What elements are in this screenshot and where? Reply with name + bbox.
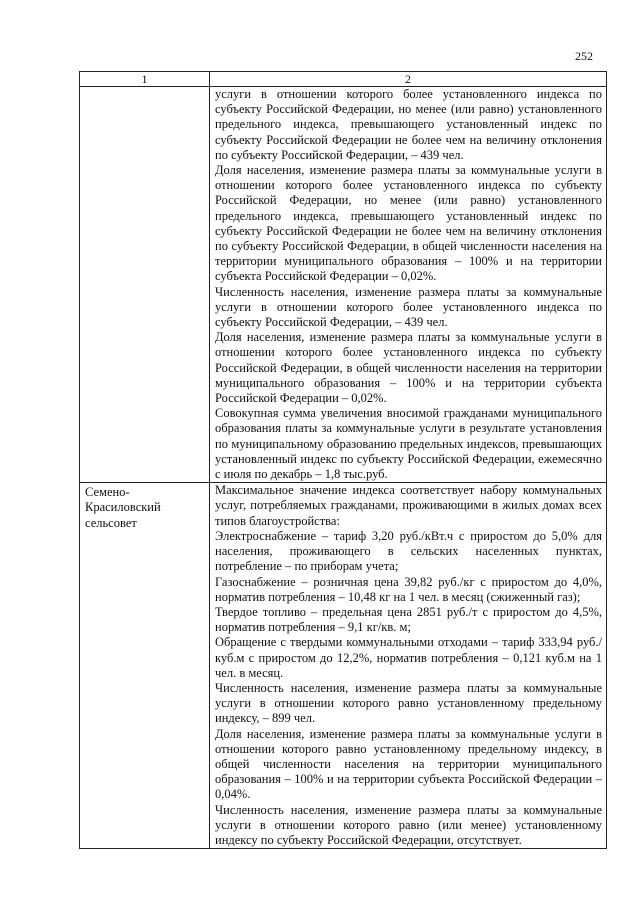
row1-content-cell [210, 87, 607, 483]
municipality-name-line-2: Красиловский [85, 500, 161, 515]
row2-paragraph-2: Электроснабжение – тариф 3,20 руб./кВт.ч с приростом до 5,0% для населения, проживающего в сельских населенных пунктах, потребление – по приборам учета; [215, 528, 602, 574]
row1-label-cell [80, 87, 210, 483]
column-header-2: 2 [210, 72, 607, 87]
row2-label-cell [80, 483, 210, 849]
row1-paragraph-4: Доля населения, изменение размера платы за коммунальные услуги в отношении которого более установленного индекса по субъекту Российской Федерации, в общей численности населения на территории муниципального образования – 100% и на территории субъекта Российской Федерации – 0,02%. [215, 330, 602, 406]
row1-paragraph-1: услуги в отношении которого более установленного индекса по субъекту Российской Федерации, но менее (или равно) установленного предельного индекса, превышающего установленный индекс по субъекту Российской Федерации не более чем на величину отклонения по субъекту Российской Федерации, – 439 чел. [215, 87, 602, 162]
page-number: 252 [575, 49, 593, 63]
row2-content-cell [210, 483, 607, 849]
row1-paragraph-2: Доля населения, изменение размера платы за коммунальные услуги в отношении которого более установленного индекса по субъекту Российской Федерации, но менее (или равно) установленного предельного индекса, превышающего установленный индекс по субъекту Российской Федерации не более чем на величину отклонения по субъекту Российской Федерации, в общей численности населения на территории муниципального образования – 100% и на территории субъекта Российской Федерации – 0,02%. [215, 163, 602, 284]
row2-paragraph-8: Численность населения, изменение размера платы за коммунальные услуги в отношении которого равно (или менее) установленному индексу по субъекту Российской Федерации, отсутствует. [215, 802, 602, 847]
row2-paragraph-6: Численность населения, изменение размера платы за коммунальные услуги в отношении которого равно установленному предельному индексу, – 899 чел. [215, 680, 602, 726]
municipality-name-line-1: Семено- [85, 485, 130, 500]
row1-paragraph-5: Совокупная сумма увеличения вносимой гражданами муниципального образования платы за коммунальные услуги в результате установления по муниципальному образованию предельных индексов, превышающих установленный индекс по субъекту Российской Федерации, ежемесячно с июля по декабрь – 1,8 тыс.руб. [215, 406, 602, 482]
municipality-name-line-3: сельсовет [85, 515, 137, 530]
row2-paragraph-3: Газоснабжение – розничная цена 39,82 руб./кг с приростом до 4,0%, норматив потребления – 10,48 кг на 1 чел. в месяц (сжиженный газ); [215, 574, 602, 604]
table-row [80, 87, 607, 483]
row2-paragraph-1: Максимальное значение индекса соответствует набору коммунальных услуг, потребляемых гражданами, проживающими в жилых домах всех типов благоустройства: [215, 483, 602, 528]
row1-paragraph-3: Численность населения, изменение размера платы за коммунальные услуги в отношении которого более установленного индекса по субъекту Российской Федерации, – 439 чел. [215, 284, 602, 330]
table-row [80, 483, 607, 849]
row2-paragraph-7: Доля населения, изменение размера платы за коммунальные услуги в отношении которого равно установленному предельному индексу, в общей численности населения на территории муниципального образования – 100% и на территории субъекта Российской Федерации – 0,04%. [215, 726, 602, 802]
document-table [79, 71, 607, 849]
row2-paragraph-4: Твердое топливо – предельная цена 2851 руб./т с приростом до 4,5%, норматив потребления – 9,1 кг/кв. м; [215, 604, 602, 635]
column-header-1: 1 [80, 72, 210, 87]
table-header-row [80, 72, 607, 87]
row2-paragraph-5: Обращение с твердыми коммунальными отходами – тариф 333,94 руб./куб.м с приростом до 12,2%, норматив потребления – 0,121 куб.м на 1 чел. в месяц. [215, 635, 602, 680]
